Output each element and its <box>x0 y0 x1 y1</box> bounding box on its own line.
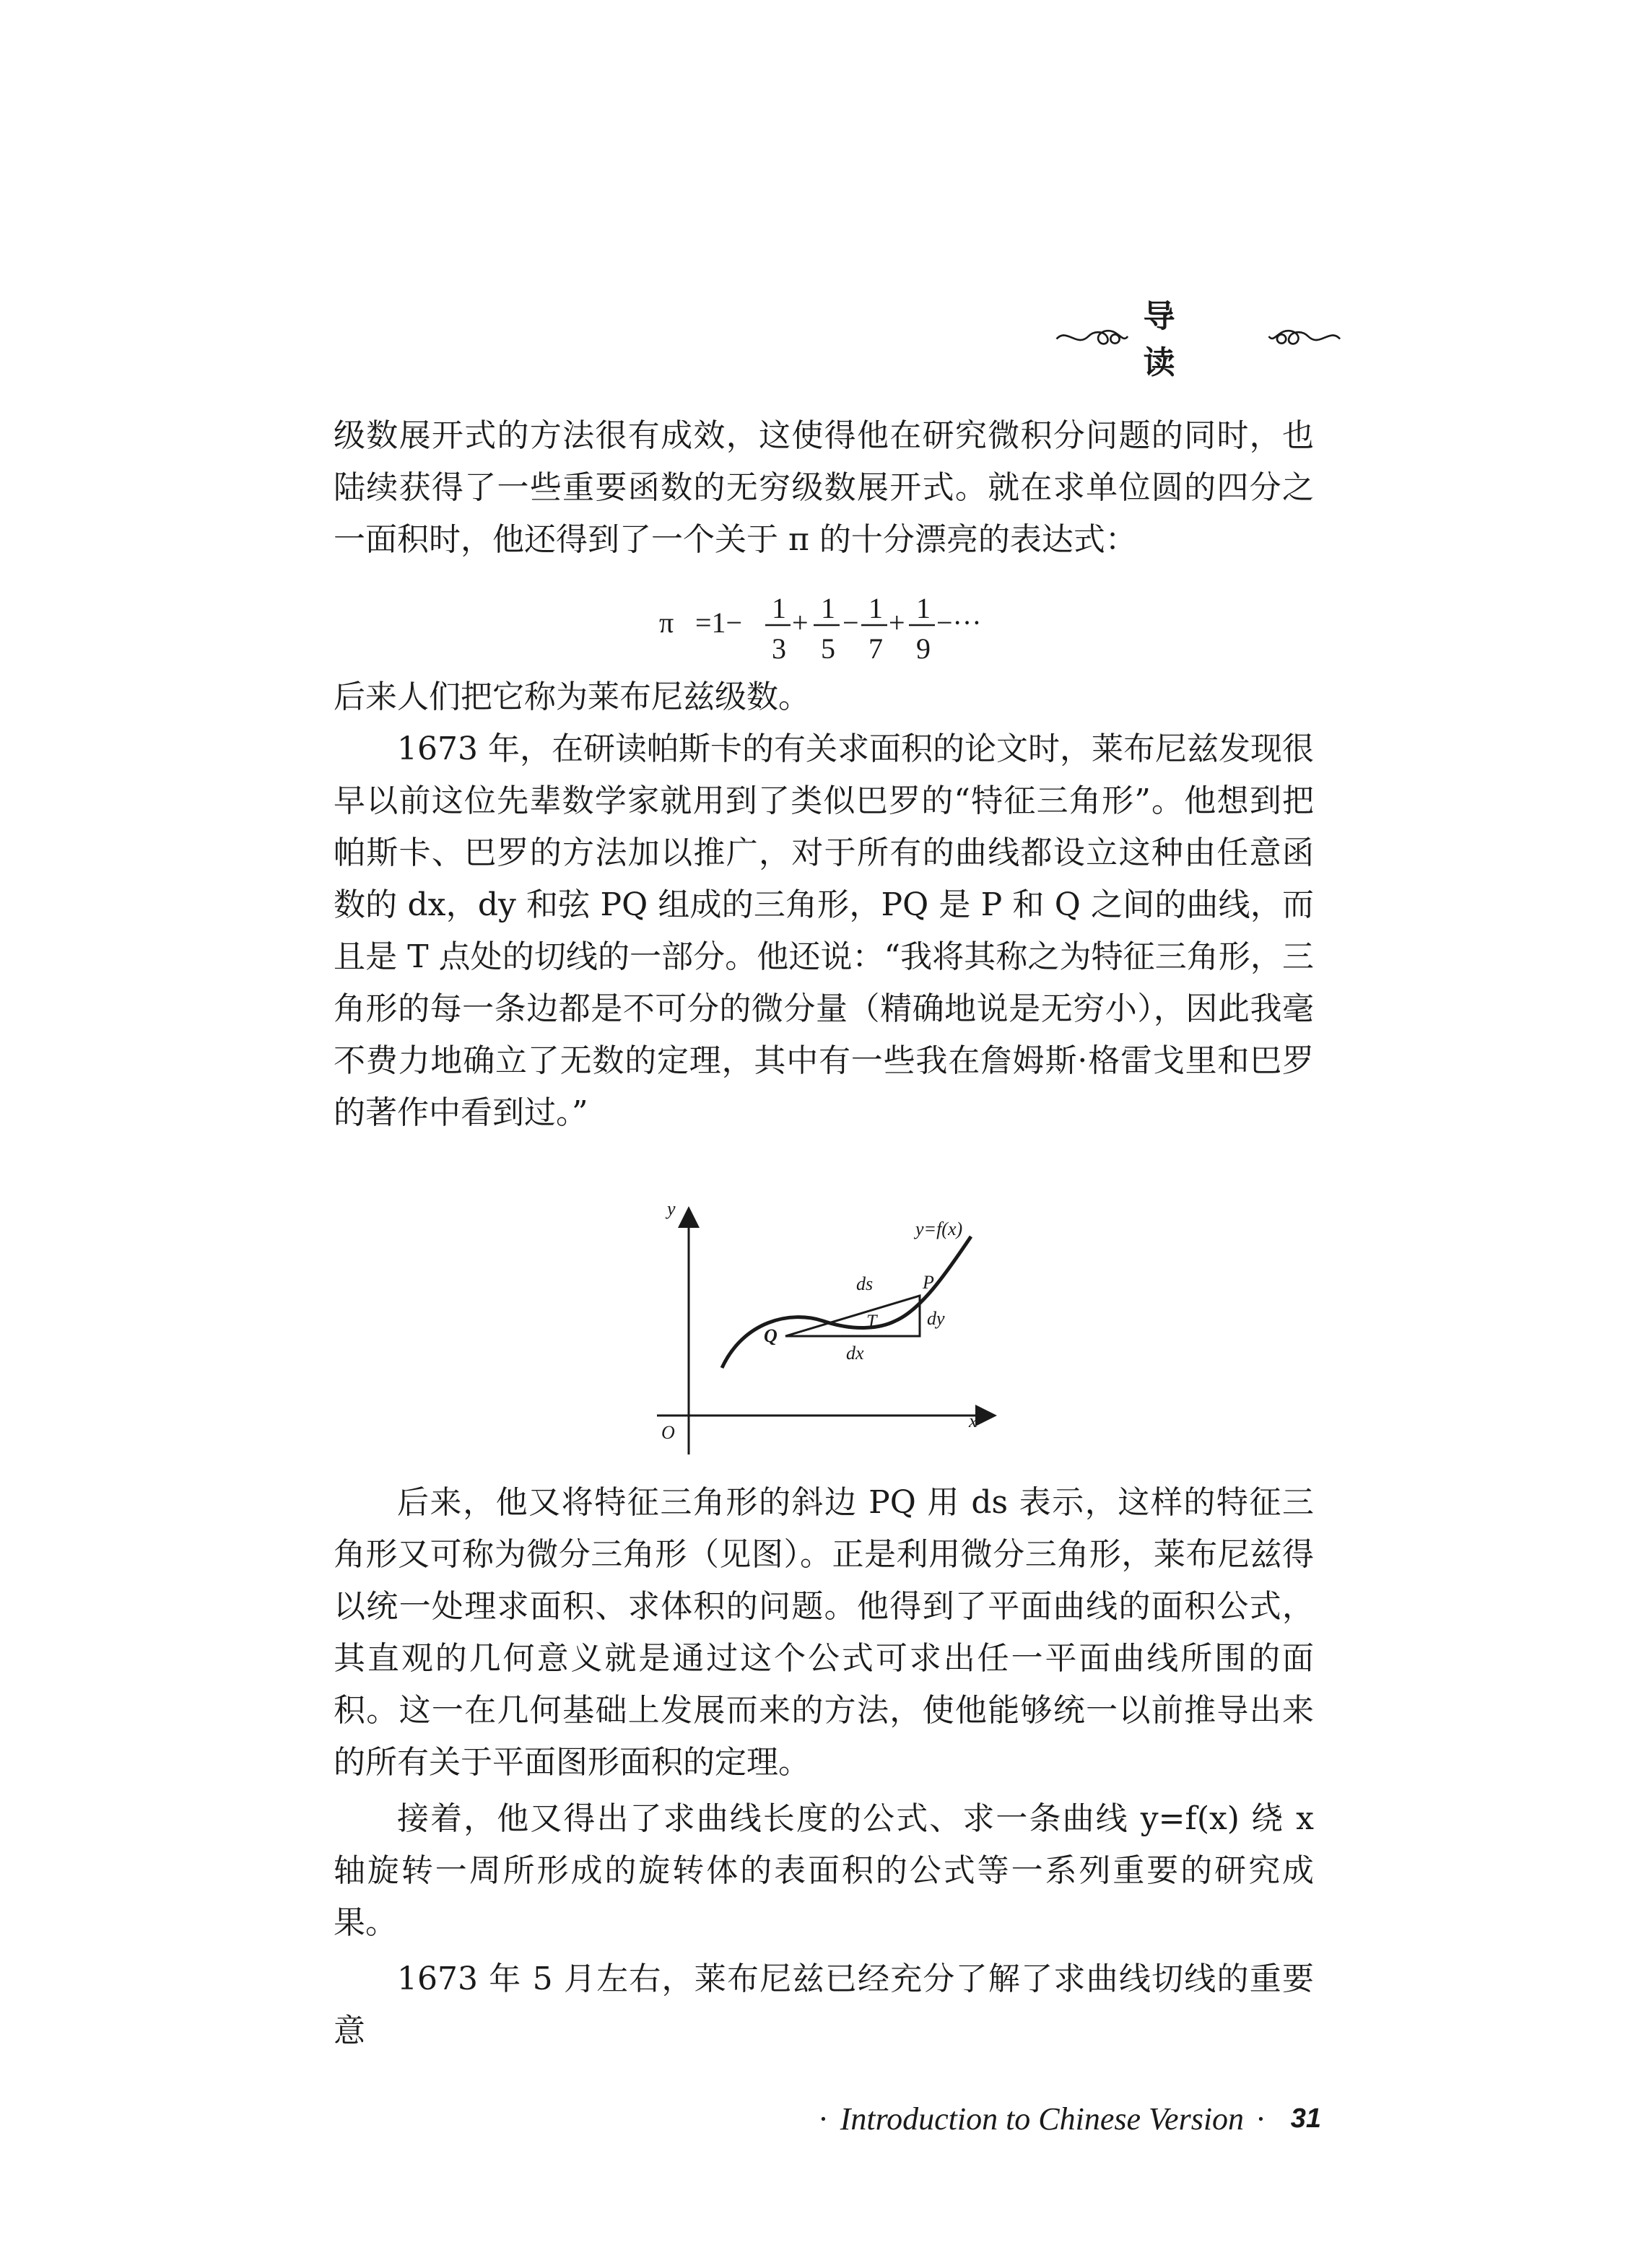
header-title: 导 读 <box>1143 298 1200 381</box>
page-number: 31 <box>1290 2103 1321 2134</box>
formula-equals: =1− <box>695 606 743 639</box>
formula-operator: + <box>889 606 905 639</box>
footer-dot: · <box>1255 2101 1266 2137</box>
paragraph: 后来人们把它称为莱布尼兹级数。 <box>334 679 810 715</box>
dy-label: dy <box>927 1308 945 1329</box>
fraction-numerator: 1 <box>916 592 931 624</box>
running-header <box>1054 298 1343 381</box>
formula-operator: + <box>792 606 809 639</box>
ds-label: ds <box>856 1273 874 1294</box>
page-footer <box>772 2097 1321 2140</box>
footer-title: Introduction to Chinese Version <box>840 2101 1245 2137</box>
fraction-numerator: 1 <box>868 592 883 624</box>
paragraph: 接着，他又得出了求曲线长度的公式、求一条曲线 y=f(x) 绕 x 轴旋转一周所形成的旋转体的表面积的公式等一系列重要的研究成果。 <box>334 1800 1314 1941</box>
paragraph: 级数展开式的方法很有成效，这使得他在研究微积分问题的同时，也陆续获得了一些重要函数的无穷级数展开式。就在求单位圆的四分之一面积时，他还得到了一个关于 π 的十分漂亮的表达式： <box>334 417 1314 558</box>
fraction-denominator: 3 <box>772 632 786 665</box>
text-block-bottom <box>334 1477 1314 2057</box>
paragraph: 1673 年 5 月左右，莱布尼兹已经充分了解了求曲线切线的重要意 <box>334 1960 1314 2049</box>
formula-lhs: π <box>659 606 674 639</box>
differential-triangle-figure <box>635 1195 1011 1469</box>
flourish-right-icon <box>1266 320 1343 352</box>
text-block-middle <box>334 671 1314 1139</box>
y-axis-label: y <box>667 1198 676 1219</box>
flourish-left-icon <box>1054 320 1131 352</box>
fraction-denominator: 5 <box>821 632 835 665</box>
fraction-denominator: 9 <box>916 632 931 665</box>
leibniz-series-formula <box>653 570 1058 679</box>
curve-label: y=f(x) <box>915 1218 963 1239</box>
point-p-label: P <box>923 1272 934 1293</box>
point-t-label: T <box>866 1311 877 1332</box>
formula-operator: − <box>842 606 859 639</box>
footer-dot: · <box>818 2101 829 2137</box>
fraction-denominator: 7 <box>868 632 883 665</box>
point-q-label: Q <box>764 1325 778 1346</box>
origin-label: O <box>661 1422 675 1443</box>
formula-tail: −··· <box>936 606 982 639</box>
fraction-numerator: 1 <box>772 592 786 624</box>
paragraph: 1673 年，在研读帕斯卡的有关求面积的论文时，莱布尼兹发现很早以前这位先辈数学家就用到了类似巴罗的“特征三角形”。他想到把帕斯卡、巴罗的方法加以推广，对于所有的曲线都设立这种由任意函数的 dx，dy 和弦 PQ 组成的三角形，PQ 是 P 和 Q 之间的曲线，而且是 T 点处的切线的一部分。他还说：“我将其称之为特征三角形，三角形的每一条边都是不可分的微分量（精确地说是无穷小），因此我毫不费力地确立了无数的定理，其中有一些我在詹姆斯·格雷戈里和巴罗的著作中看到过。” <box>334 730 1314 1131</box>
fraction-numerator: 1 <box>821 592 835 624</box>
text-block-top <box>334 410 1314 566</box>
x-axis-label: x <box>969 1410 977 1431</box>
paragraph: 后来，他又将特征三角形的斜边 PQ 用 ds 表示，这样的特征三角形又可称为微分三角形（见图）。正是利用微分三角形，莱布尼兹得以统一处理求面积、求体积的问题。他得到了平面曲线的面积公式，其直观的几何意义就是通过这个公式可求出任一平面曲线所围的面积。这一在几何基础上发展而来的方法，使他能够统一以前推导出来的所有关于平面图形面积的定理。 <box>334 1484 1314 1781</box>
dx-label: dx <box>846 1343 864 1364</box>
